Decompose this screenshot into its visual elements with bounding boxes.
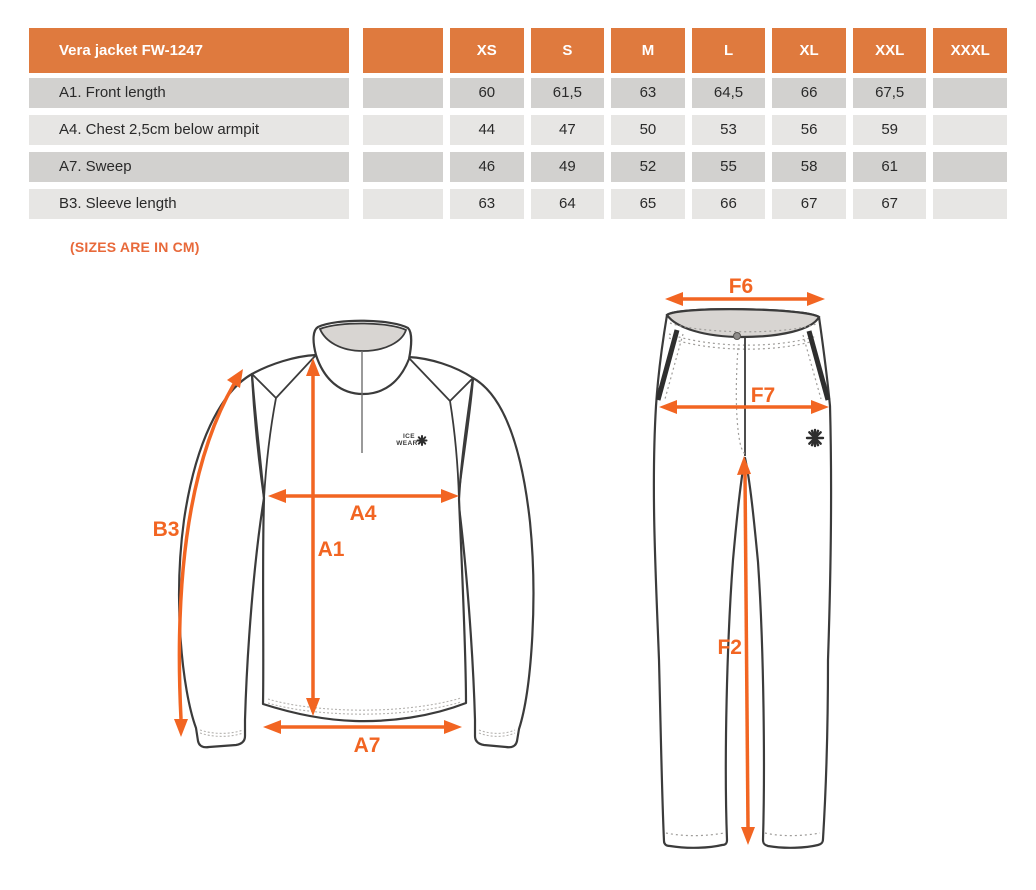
logo-text-bottom: WEAR [396,440,418,447]
size-col-header-l: L [692,28,766,73]
size-col-header-m: M [611,28,685,73]
size-value: 58 [772,152,846,182]
size-value: 52 [611,152,685,182]
jacket-left-sleeve [179,374,264,747]
size-value: 61 [853,152,927,182]
size-value: 67 [772,189,846,219]
product-title: Vera jacket FW-1247 [29,28,349,73]
jacket-right-sleeve [458,378,533,747]
size-value: 64 [531,189,605,219]
size-col-header-s: S [531,28,605,73]
size-value: 47 [531,115,605,145]
size-value: 49 [531,152,605,182]
size-value: 63 [450,189,524,219]
size-value: 50 [611,115,685,145]
row-label: A7. Sweep [29,152,349,182]
row-label: A4. Chest 2,5cm below armpit [29,115,349,145]
logo-text-top: ICE [402,433,416,440]
snowflake-logo [807,430,823,446]
f6-label: F6 [728,275,754,298]
row-label: A1. Front length [29,78,349,108]
size-value: 64,5 [692,78,766,108]
size-value: 56 [772,115,846,145]
size-value: 60 [450,78,524,108]
b3-label: B3 [152,518,180,541]
f2-label: F2 [717,636,742,659]
size-value: 55 [692,152,766,182]
size-value: 44 [450,115,524,145]
f7-label: F7 [750,384,776,407]
a4-label: A4 [349,502,377,525]
size-value: 61,5 [531,78,605,108]
pants-drawing [654,275,831,848]
size-value: 63 [611,78,685,108]
size-col-header-xs: XS [450,28,524,73]
a1-label: A1 [317,538,345,561]
size-col-header-xl: XL [772,28,846,73]
sizes-unit-note: (SIZES ARE IN CM) [70,239,200,255]
size-value: 66 [772,78,846,108]
size-value: 59 [853,115,927,145]
a7-label: A7 [353,734,381,757]
jacket-drawing [153,321,534,757]
size-col-header-xxxl: XXXL [933,28,1007,73]
size-value: 65 [611,189,685,219]
row-label: B3. Sleeve length [29,189,349,219]
size-value: 46 [450,152,524,182]
flower-icon [418,436,427,445]
size-col-header-xxl: XXL [853,28,927,73]
size-value: 67 [853,189,927,219]
waist-button [734,333,741,340]
size-value: 53 [692,115,766,145]
pants-body [654,309,831,848]
size-value: 67,5 [853,78,927,108]
size-value: 66 [692,189,766,219]
